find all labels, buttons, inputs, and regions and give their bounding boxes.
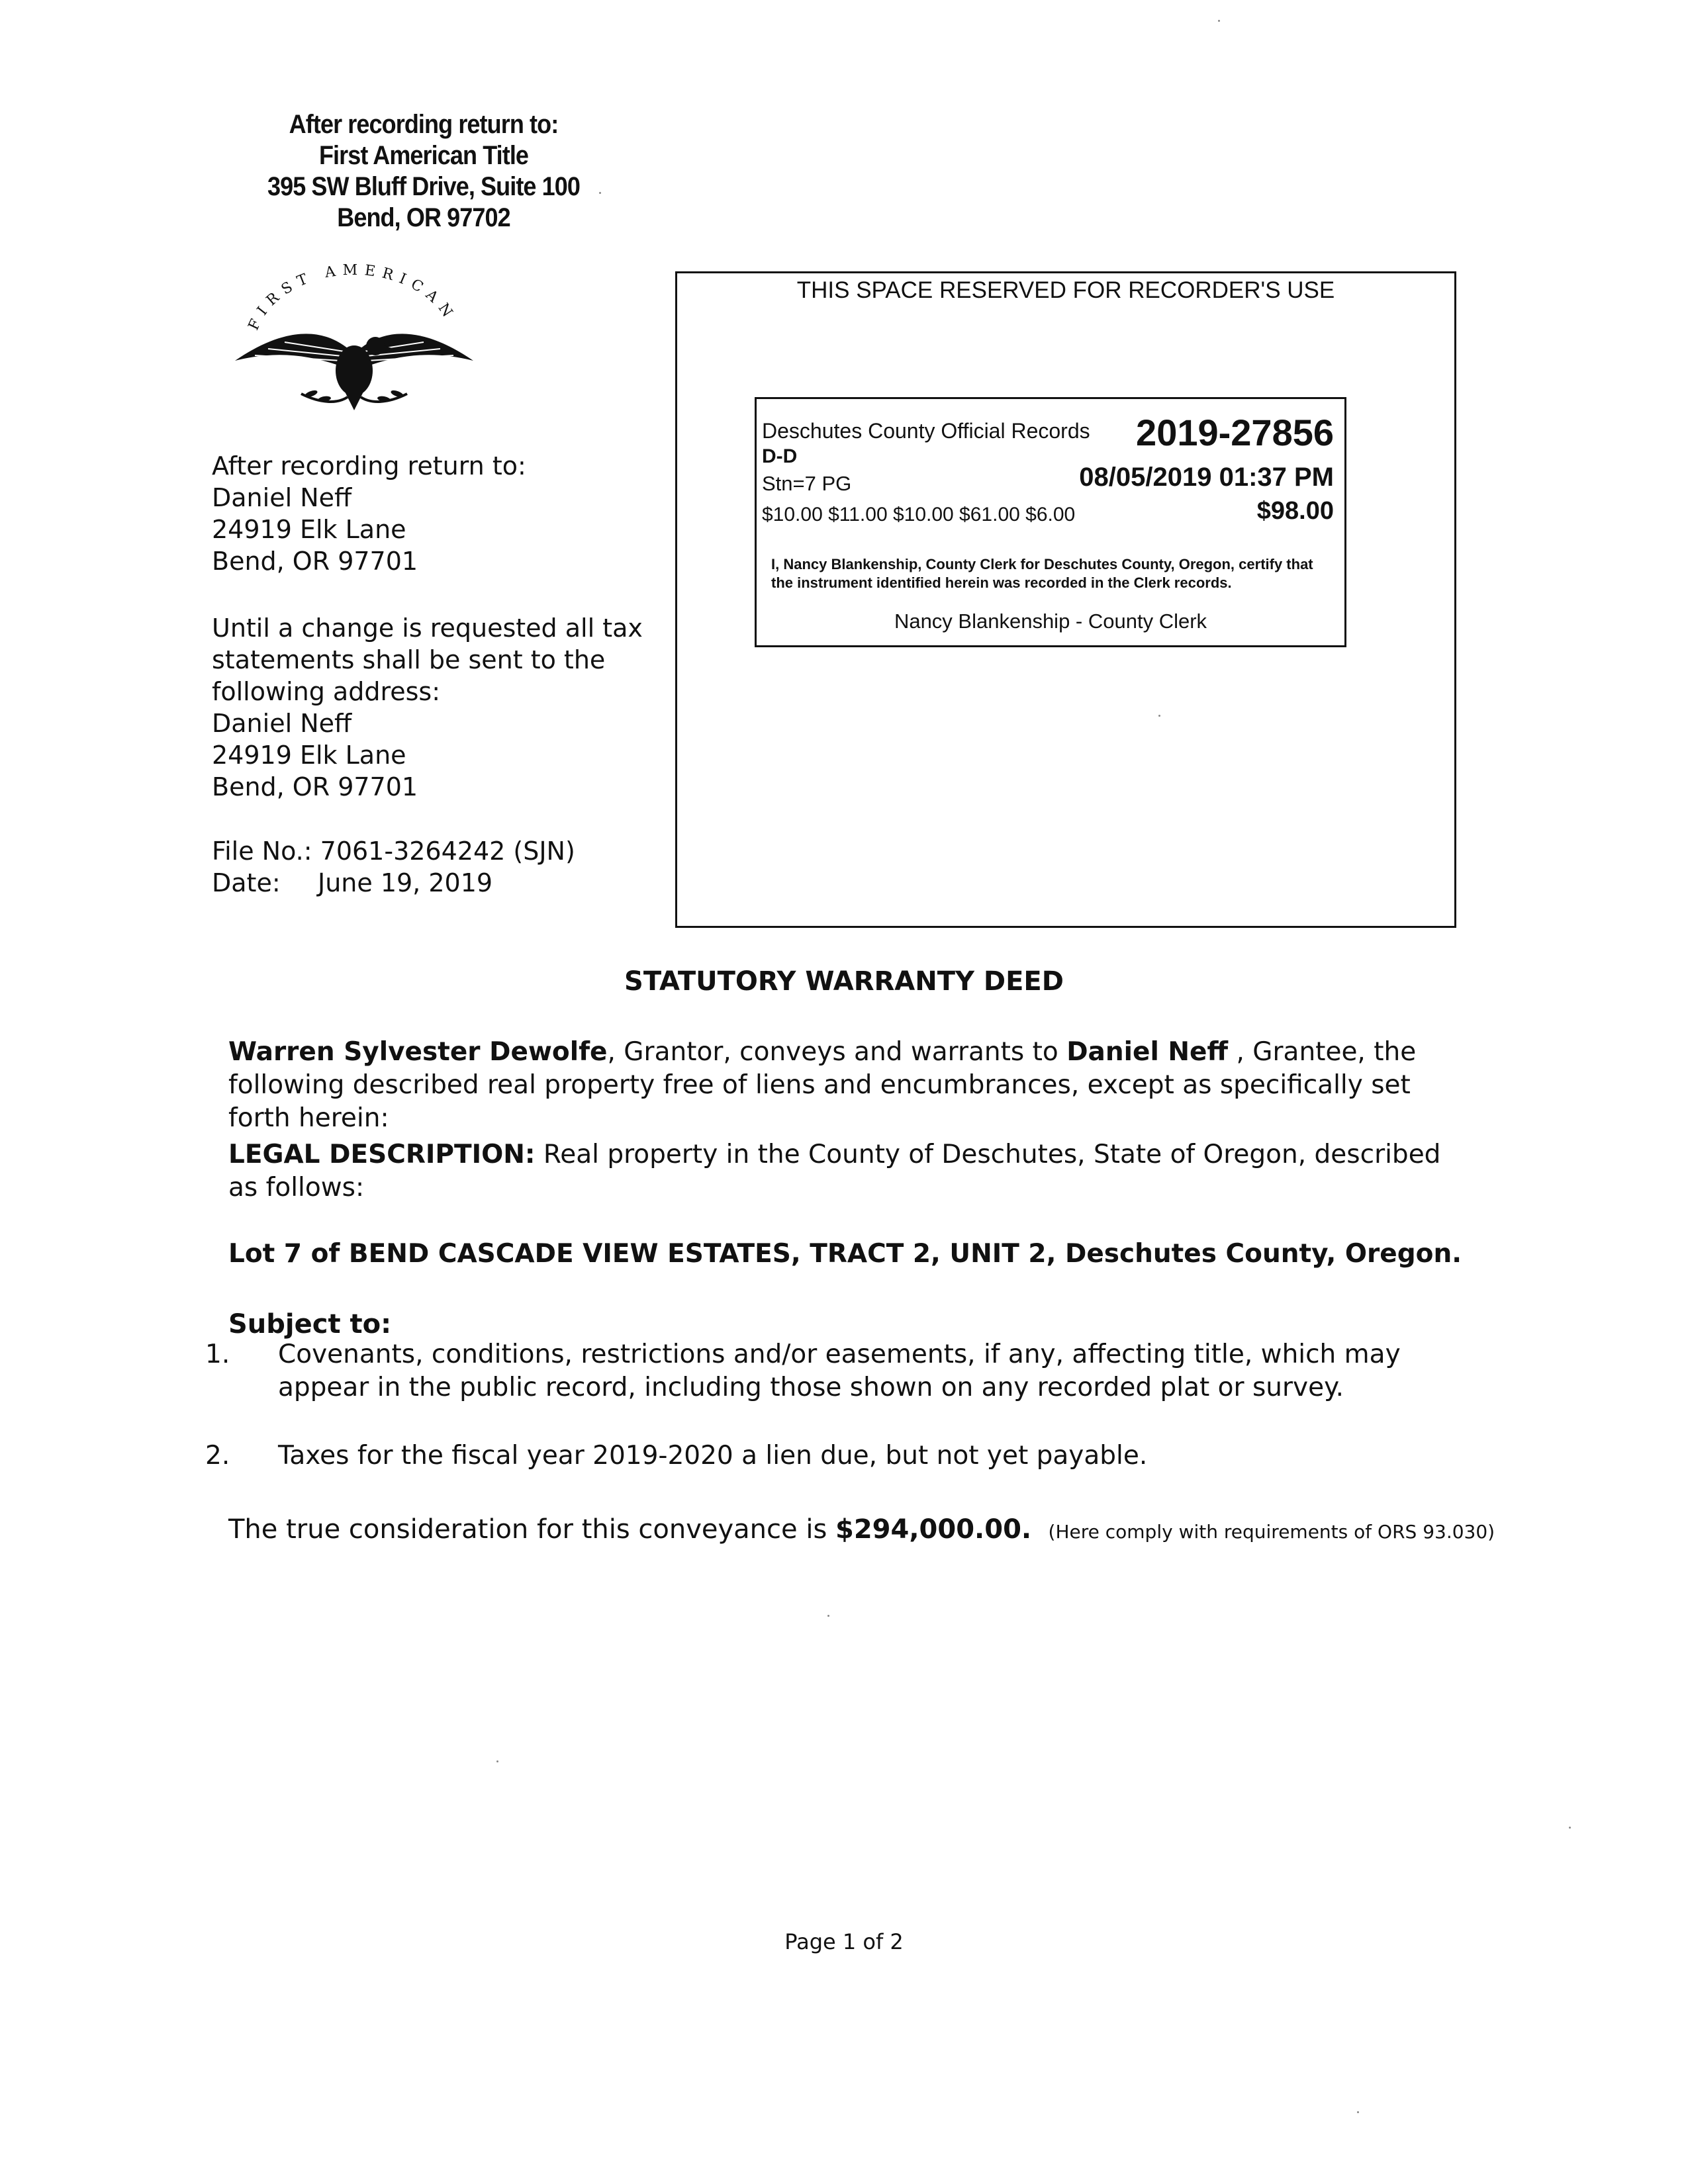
tax-line: statements shall be sent to the: [212, 645, 606, 674]
return-name: Daniel Neff: [212, 483, 352, 512]
fee-total: $98.00: [1256, 497, 1334, 525]
county-records: Deschutes County Official Records: [762, 419, 1090, 443]
deed-title: STATUTORY WARRANTY DEED: [624, 966, 1064, 997]
date-label: Date:: [212, 868, 281, 897]
item-text: Covenants, conditions, restrictions and/or easements, if any, affecting title, which may appear in the public record, including those shown on any recorded plat or survey.: [278, 1340, 1401, 1402]
return-address: [212, 450, 526, 577]
legal-label: LEGAL DESCRIPTION:: [228, 1140, 536, 1169]
subject-to-heading: Subject to:: [228, 1309, 392, 1340]
scan-speck: [1158, 715, 1160, 717]
consideration-statement: [228, 1514, 1495, 1545]
file-number-label: File No.:: [212, 837, 312, 866]
scan-speck: [1569, 1827, 1571, 1829]
return-street: 24919 Elk Lane: [212, 515, 406, 544]
document-type: D-D: [762, 445, 798, 467]
tax-name: Daniel Neff: [212, 709, 352, 738]
conveyance-paragraph: [228, 1036, 1473, 1135]
scan-speck: [1218, 20, 1220, 22]
scan-speck: [496, 1760, 498, 1762]
recorder-title: THIS SPACE RESERVED FOR RECORDER'S USE: [796, 277, 1335, 303]
tax-statement-address: [212, 612, 643, 803]
recording-stamp: [755, 397, 1346, 647]
tax-street: 24919 Elk Lane: [212, 741, 406, 770]
tax-city: Bend, OR 97701: [212, 772, 418, 801]
clerk-certification: I, Nancy Blankenship, County Clerk for Deschutes County, Oregon, certify that the instrument identified herein was recorded in the Clerk records.: [771, 556, 1313, 591]
lot-description: Lot 7 of BEND CASCADE VIEW ESTATES, TRACT 2, UNIT 2, Deschutes County, Oregon.: [228, 1239, 1462, 1269]
ors-note: (Here comply with requirements of ORS 93.030): [1048, 1521, 1495, 1543]
tax-line: Until a change is requested all tax: [212, 614, 643, 643]
conveyance-text-end: , Grantee, the following described real property free of liens and encumbrances, except as specifically set forth herein:: [228, 1037, 1417, 1133]
title-company-stamp: [42, 109, 805, 234]
svg-text:FIRST AMERICAN: [246, 262, 459, 333]
consideration-amount: $294,000.00.: [835, 1514, 1032, 1545]
clerk-name: Nancy Blankenship - County Clerk: [894, 610, 1207, 633]
return-city: Bend, OR 97701: [212, 547, 418, 576]
tax-line: following address:: [212, 677, 441, 706]
stamp-line: After recording return to:: [289, 110, 559, 139]
item-text: Taxes for the fiscal year 2019-2020 a lien due, but not yet payable.: [278, 1441, 1148, 1471]
file-info: [212, 835, 575, 899]
recorded-datetime: 08/05/2019 01:37 PM: [1079, 463, 1334, 492]
eagle-icon: [228, 261, 480, 420]
scan-speck: [827, 1615, 829, 1617]
page-number: Page 1 of 2: [784, 1929, 904, 1954]
scan-speck: [599, 192, 601, 194]
conveyance-text: , Grantor, conveys and warrants to: [607, 1037, 1067, 1067]
legal-description: [228, 1138, 1473, 1205]
document-date: June 19, 2019: [318, 868, 493, 897]
stamp-line: First American Title: [318, 141, 529, 170]
recording-fees: $10.00 $11.00 $10.00 $61.00 $6.00: [762, 504, 1076, 525]
stamp-line: 395 SW Bluff Drive, Suite 100: [267, 172, 581, 201]
grantor-name: Warren Sylvester Dewolfe: [228, 1037, 608, 1067]
stamp-line: Bend, OR 97702: [337, 203, 510, 232]
file-number: 7061-3264242 (SJN): [320, 837, 575, 866]
record-number: 2019-27856: [1136, 412, 1334, 453]
item-number: 1.: [205, 1340, 230, 1369]
consideration-prefix: The true consideration for this conveyance is: [228, 1514, 836, 1545]
grantee-name: Daniel Neff: [1066, 1037, 1229, 1067]
scan-speck: [1357, 2111, 1359, 2113]
return-heading: After recording return to:: [212, 451, 526, 480]
station: Stn=7 PG: [762, 472, 852, 495]
logo-text: FIRST AMERICAN: [245, 261, 459, 333]
item-number: 2.: [205, 1441, 230, 1471]
legal-text: Real property in the County of Deschutes, State of Oregon, described as follows:: [228, 1140, 1441, 1203]
